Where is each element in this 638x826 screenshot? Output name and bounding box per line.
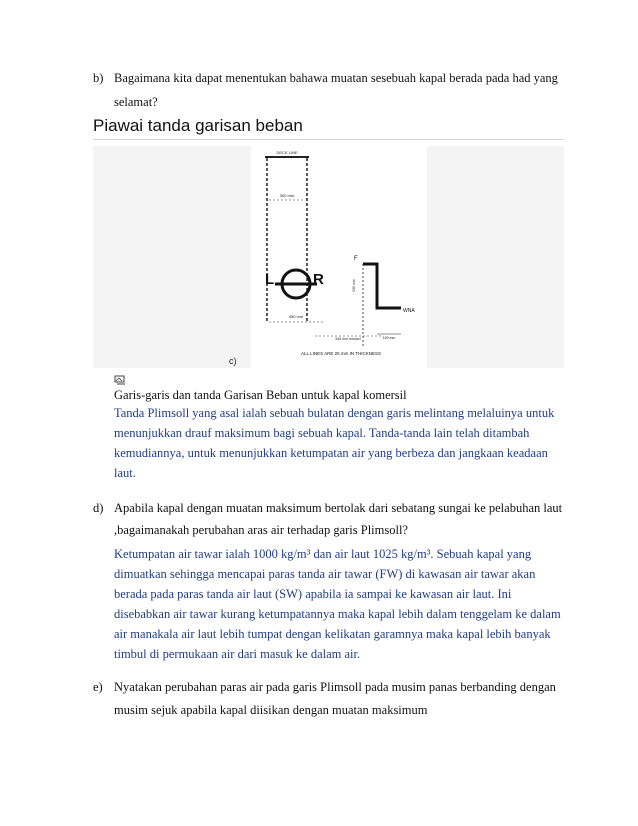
image-caption-icon [114,375,126,385]
answer-c-line4: laut. [114,466,136,480]
dim-450-label: 450 mm [288,314,304,319]
deck-line-label: DECK LINE [276,150,298,155]
question-d-label: d) [93,501,104,515]
answer-d-line4: disebabkan air tawar kurang ketumpatannya maka kapal lebih dalam tenggelam ke dalam [114,607,561,621]
answer-c-line1: Tanda Plimsoll yang asal ialah sebuah bulatan dengan garis melintang melaluinya untuk [114,406,555,420]
load-line-steps [363,264,401,308]
answer-d-line1: Ketumpatan air tawar ialah 1000 kg/m³ dan air laut 1025 kg/m³. Sebuah kapal yang [114,547,532,561]
question-b-text-line2: selamat? [114,95,158,109]
plimsoll-diagram [251,146,427,368]
dim-540-label: 540 mm forward [335,337,361,341]
answer-c-line2: menunjukkan drauf maksimum bagi sebuah kapal. Tanda-tanda lain telah ditambah [114,426,530,440]
question-e-text-line1: Nyatakan perubahan paras air pada garis Plimsoll pada musim panas berbanding dengan [114,680,556,694]
question-b-text-line1: Bagaimana kita dapat menentukan bahawa muatan sesebuah kapal berada pada had yang [114,71,558,85]
letter-f: F [354,256,358,262]
dim-300-label: 300 mm [279,193,295,198]
thickness-footnote: ALL LINES ARE 25 mm IN THICKNESS [300,351,382,356]
letter-l: L [265,271,275,288]
label-wna: WNA [403,308,415,314]
answer-d-line2: dimuatkan sehingga mencapai paras tanda air tawar (FW) di kawasan air tawar akan [114,567,536,581]
heading-divider [93,139,564,140]
section-heading: Piawai tanda garisan beban [93,116,303,135]
answer-d-line3: berada pada paras tanda air laut (SW) apabila ia sampai ke kawasan air laut. Ini [114,587,512,601]
figure-caption: Garis-garis dan tanda Garisan Beban untuk kapal komersil [114,388,407,402]
letter-r: R [313,271,324,288]
dim-230-label: 230 mm [352,279,356,292]
dim-150-label: 150 mm [382,336,396,340]
question-b-label: b) [93,71,104,85]
question-e-label: e) [93,680,103,694]
question-e-text-line2: musim sejuk apabila kapal diisikan dengan muatan maksimum [114,703,428,717]
answer-d-line6: timbul di permukaan air dari masuk ke dalam air. [114,647,361,661]
answer-d-line5: air manakala air laut lebih tumpat dengan kelikatan garamnya maka kapal lebih banyak [114,627,551,641]
figure-c-label: c) [229,356,237,366]
answer-c-line3: kemudiannya, untuk menunjukkan ketumpatan air yang berbeza dan jangkaan keadaan [114,446,548,460]
question-d-text-line1: Apabila kapal dengan muatan maksimum bertolak dari sebatang sungai ke pelabuhan laut [114,501,563,515]
question-d-text-line2: ,bagaimanakah perubahan aras air terhadap garis Plimsoll? [114,523,408,537]
